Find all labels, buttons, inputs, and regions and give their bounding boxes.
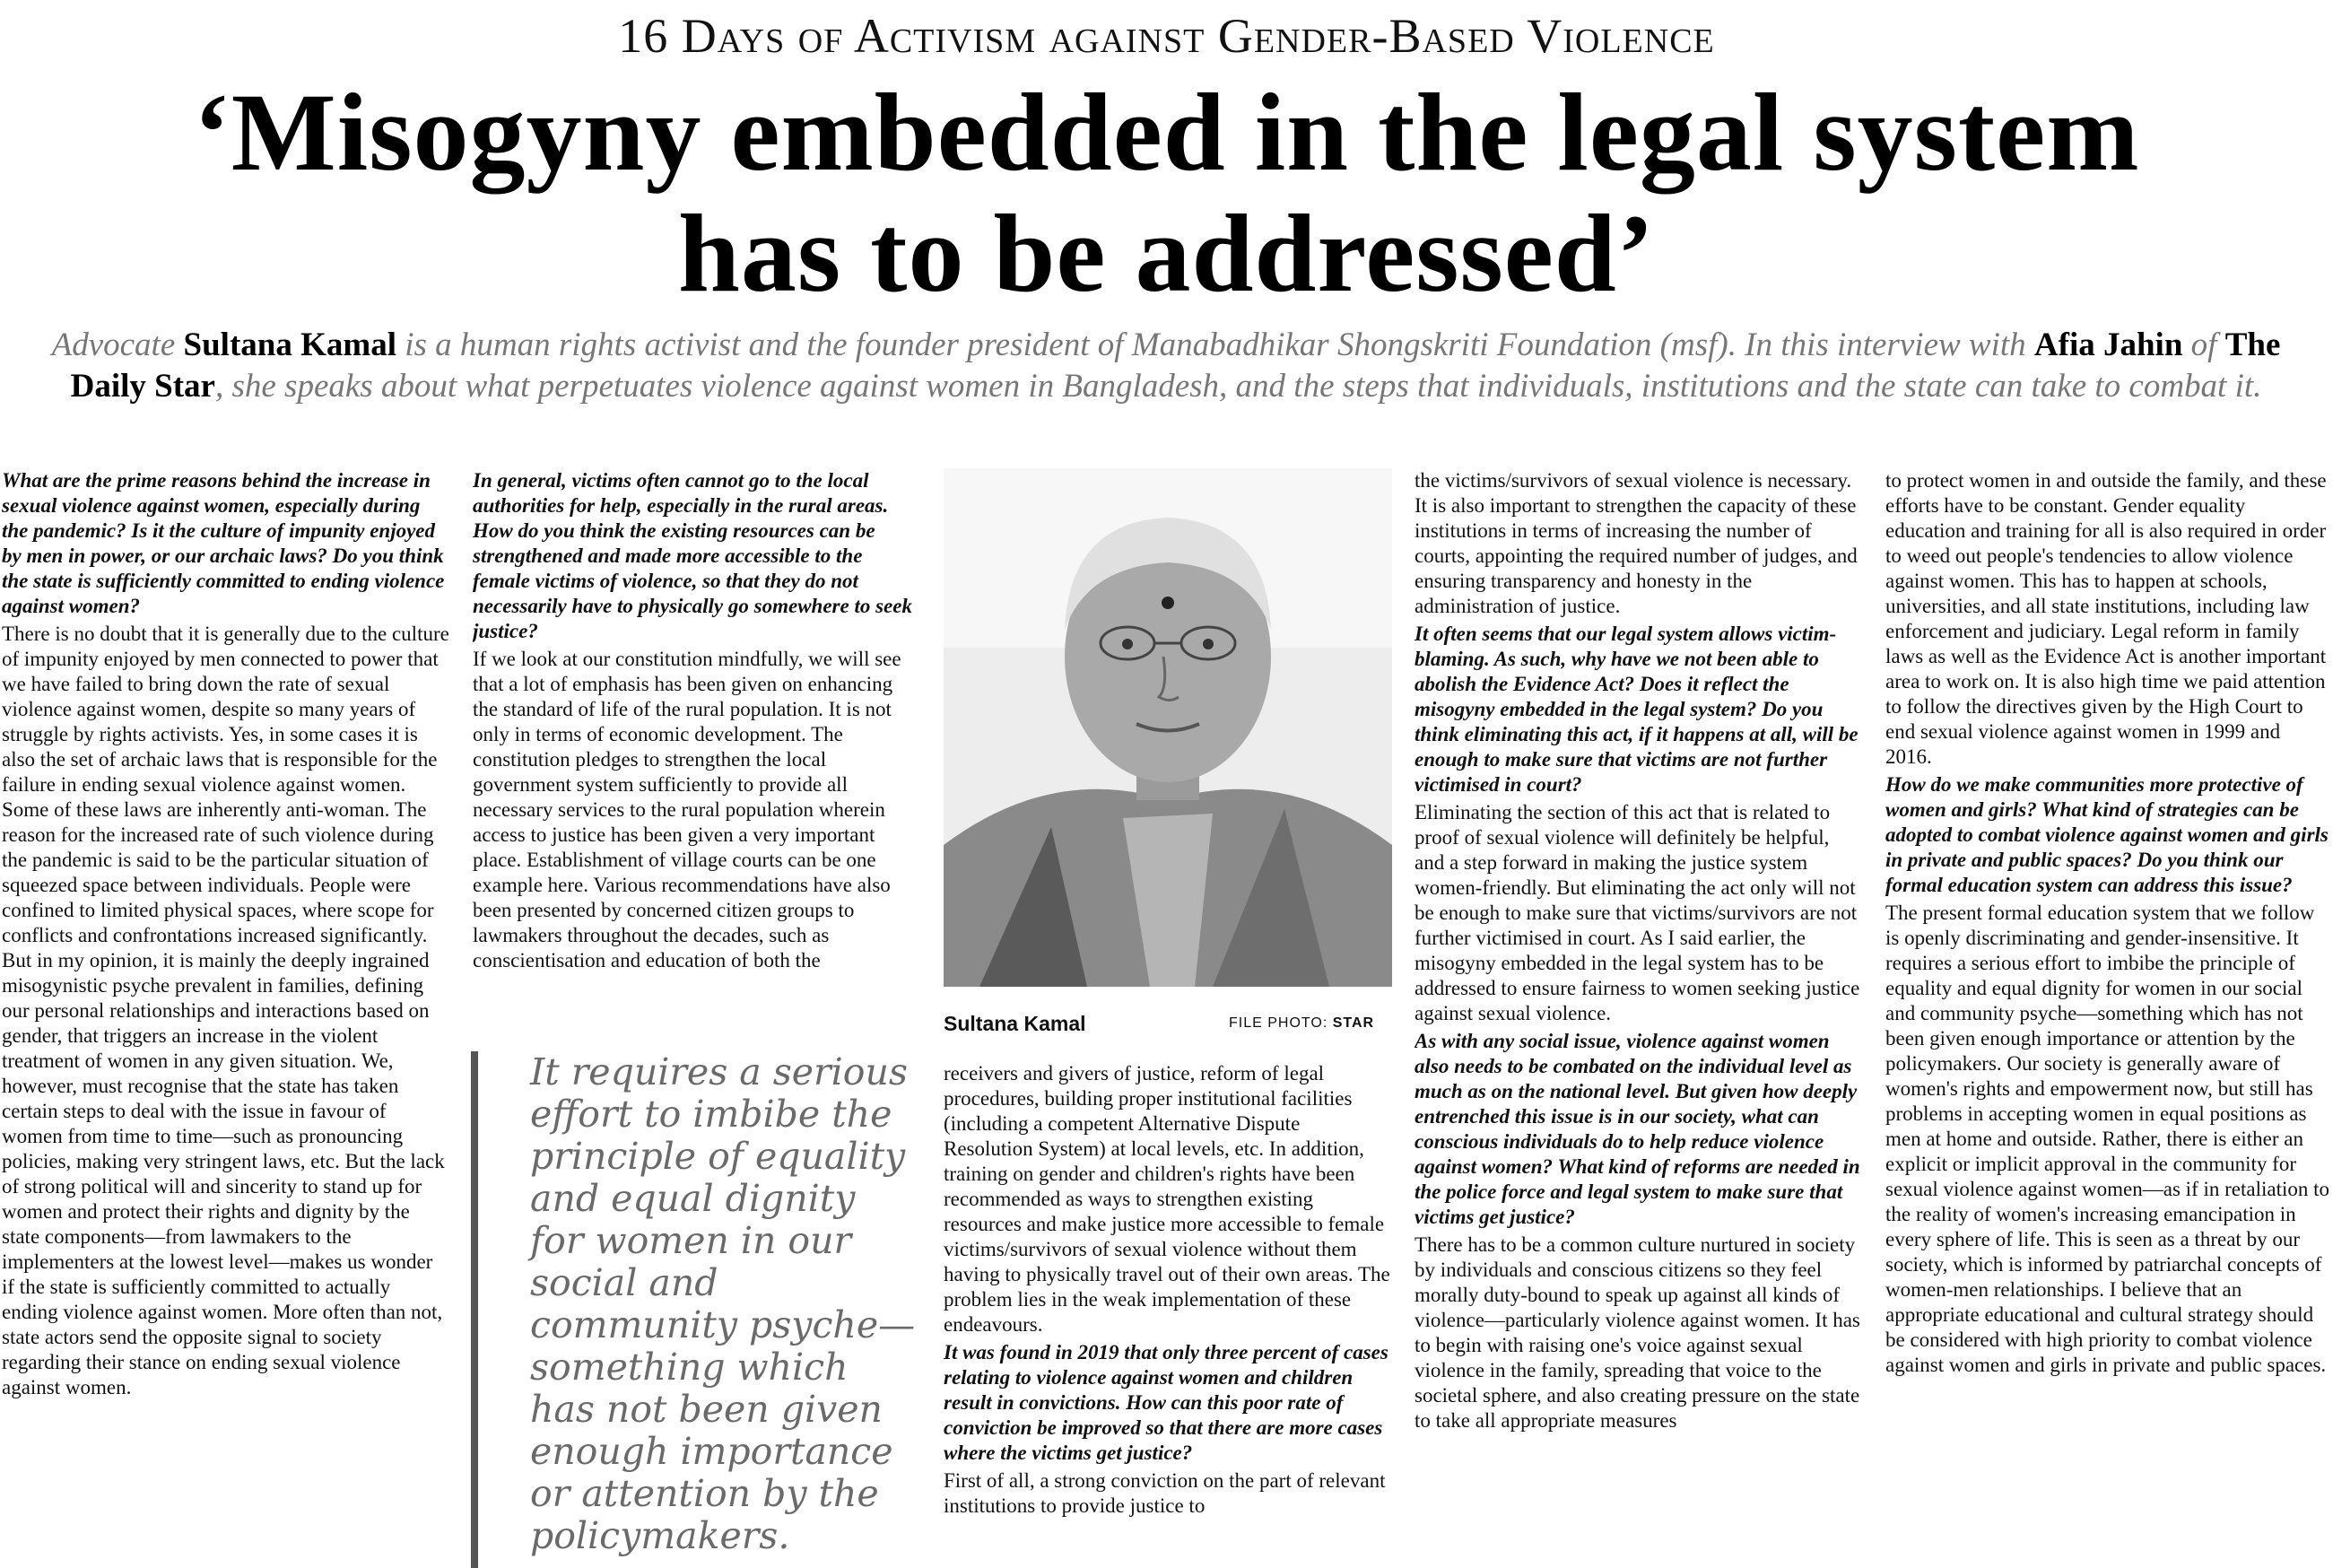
question: As with any social issue, violence against women also needs to be combated on the individual level as much as on the national level. But given how deeply entrenched this issue is in our society, what can conscious individuals do to help reduce violence against women? What kind of reforms are needed in the police force and legal system to make sure that victims get justice? xyxy=(1415,1030,1860,1228)
answer: First of all, a strong conviction on the part of relevant institutions to provide justice to xyxy=(944,1469,1386,1517)
pull-quote: It requires a serious effort to imbibe the principle of equality and equal dignity for women in our social and community psyche—something which has not been given enough importance or attention by the policymakers. xyxy=(471,1051,919,1568)
standfirst-text-3: of xyxy=(2182,327,2225,363)
question: In general, victims often cannot go to the local authorities for help, especially in the rural areas. How do you think the existing resources can be strengthened and made more accessible to the female victims of violence, so that they do not necessarily have to physically go somewhere to seek justice? xyxy=(473,469,912,642)
headline-line-1: ‘Misogyny embedded in the legal system xyxy=(193,71,2140,194)
answer: receivers and givers of justice, reform of legal procedures, building proper institutional facilities (including a competent Alternative Dispute Resolution System) at local levels, etc. In addition, training on gender and children's rights have been recommended as ways to strengthen existing resources and make justice more accessible to female victims/survivors of sexual violence without them having to physically travel out of their own areas. The problem lies in the weak implementation of these endeavours. xyxy=(944,1062,1390,1336)
interviewee-name: Sultana Kamal xyxy=(183,327,396,363)
section-kicker: 16 Days of Activism against Gender-Based Violence xyxy=(618,9,1715,63)
photo-credit-source: STAR xyxy=(1332,1015,1375,1031)
standfirst-text-1: Advocate xyxy=(51,327,184,363)
answer: the victims/survivors of sexual violence is necessary. It is also important to strengthen the capacity of these institutions in terms of increasing the number of courts, appointing the required number of judges, and ensuring transparency and honesty in the administration of justice. xyxy=(1415,469,1858,617)
photo-caption: Sultana Kamal xyxy=(944,1012,1086,1035)
answer: If we look at our constitution mindfully, we will see that a lot of emphasis has been given on enhancing the standard of life of the rural population. It is not only in terms of economic development. The constitution pledges to strengthen the local government system sufficiently to provide all necessary services to the rural population wherein access to justice has been given a very important place. Establishment of village courts can be one example here. Various recommendations have also been presented by concerned citizen groups to lawmakers throughout the decades, such as conscientisation and education of both the xyxy=(473,648,901,971)
standfirst xyxy=(18,325,2314,450)
standfirst-text-2: is a human rights activist and the founder president of Manabadhikar Shongskriti Foundation (msf). In this interview with xyxy=(396,327,2034,363)
column-3 xyxy=(944,1061,1392,1568)
answer: to protect women in and outside the family, and these efforts have to be constant. Gender equality education and training for all is also required in order to weed out people's tendencies to allow violence against women. This has to happen at schools, universities, and all state institutions, including law enforcement and judiciary. Legal reform in family laws as well as the Evidence Act is another important area to work on. It is also high time we paid attention to follow the directives given by the High Court to end sexual violence against women in 1999 and 2016. xyxy=(1885,469,2327,768)
question: What are the prime reasons behind the increase in sexual violence against women, especially during the pandemic? Is it the culture of impunity enjoyed by men in power, or our archaic laws? Do you think the state is sufficiently committed to ending violence against women? xyxy=(2,469,445,617)
question: It was found in 2019 that only three percent of cases relating to violence against women and children result in convictions. How can this poor rate of conviction be improved so that there are more cases where the victims get justice? xyxy=(944,1341,1388,1464)
question: It often seems that our legal system allows victim-blaming. As such, why have we not been able to abolish the Evidence Act? Does it reflect the misogyny embedded in the legal system? Do you think eliminating this act, if it happens at all, will be enough to make sure that victims are not further victimised in court? xyxy=(1415,623,1859,796)
column-2 xyxy=(473,468,921,1024)
answer: There is no doubt that it is generally due to the culture of impunity enjoyed by men connected to power that we have failed to bring down the rate of sexual violence against women, despite so many years of struggle by rights activists. Yes, in some cases it is also the set of archaic laws that is responsible for the failure in ending sexual violence against women. Some of these laws are inherently anti-woman. The reason for the increased rate of such violence during the pandemic is said to be the particular situation of squeezed space between individuals. People were confined to limited physical spaces, where scope for conflicts and confrontations increased significantly. But in my opinion, it is mainly the deeply ingrained misogynistic psyche prevalent in families, defining our personal relationships and interactions based on gender, that triggers an increase in the violent treatment of women in any given situation. We, however, must recognise that the state has taken certain steps to deal with the issue in favour of women from time to time—such as pronouncing policies, making very stringent laws, etc. But the lack of strong political will and sincerity to stand up for women and protect their rights and dignity by the state components—from lawmakers to the implementers at the lowest level—makes us wonder if the state is sufficiently committed to actually ending violence against women. More often than not, state actors send the opposite signal to society regarding their stance on ending sexual violence against women. xyxy=(2,623,449,1398)
column-4 xyxy=(1415,468,1863,1568)
standfirst-text-4: , she speaks about what perpetuates violence against women in Bangladesh, and the steps that individuals, institutions and the state can take to combat it. xyxy=(214,368,2262,405)
question: How do we make communities more protective of women and girls? What kind of strategies can be adopted to combat violence against women and girls in private and public spaces? Do you think our formal education system can address this issue? xyxy=(1885,773,2329,896)
answer: Eliminating the section of this act that is related to proof of sexual violence will definitely be helpful, and a step forward in making the justice system women-friendly. But eliminating the act only will not be enough to make sure that victims/survivors are not further victimised in court. As I said earlier, the misogyny embedded in the legal system has to be addressed to ensure fairness to women seeking justice against sexual violence. xyxy=(1415,801,1860,1024)
headline xyxy=(0,72,2333,314)
answer: The present formal education system that we follow is openly discriminating and gender-insensitive. It requires a serious effort to imbibe the principle of equality and equal dignity for women in our social and community psyche—something which has not been given enough importance or attention by the policymakers. Our society is generally aware of women's rights and empowerment now, but still has problems in accepting women in equal positions as men at home and outside. Rather, there is either an explicit or implicit approval in the community for sexual violence against women—as if in retaliation to the reality of women's increasing emancipation in every sphere of life. This is seen as a threat by our society, which is informed by patriarchal concepts of women-men relationships. I believe that an appropriate educational and cultural strategy should be considered with high priority to combat violence against women and girls in private and public spaces. xyxy=(1885,902,2329,1376)
photo-credit xyxy=(1229,1015,1374,1032)
headline-line-2: has to be addressed’ xyxy=(677,192,1656,315)
photo-credit-prefix: FILE PHOTO: xyxy=(1229,1015,1333,1031)
portrait-illustration xyxy=(944,468,1392,987)
portrait-photo xyxy=(944,468,1392,987)
column-1 xyxy=(2,468,450,1568)
publication-name: The Daily Star xyxy=(70,327,2281,405)
answer: There has to be a common culture nurtured in society by individuals and conscious citizens so they feel morally duty-bound to speak up against all kinds of violence—particularly violence against women. It has to begin with raising one's voice against sexual violence in the family, spreading that voice to the societal sphere, and also creating pressure on the state to take all appropriate measures xyxy=(1415,1233,1860,1432)
interviewer-name: Afia Jahin xyxy=(2033,327,2183,363)
column-5 xyxy=(1885,468,2329,1568)
